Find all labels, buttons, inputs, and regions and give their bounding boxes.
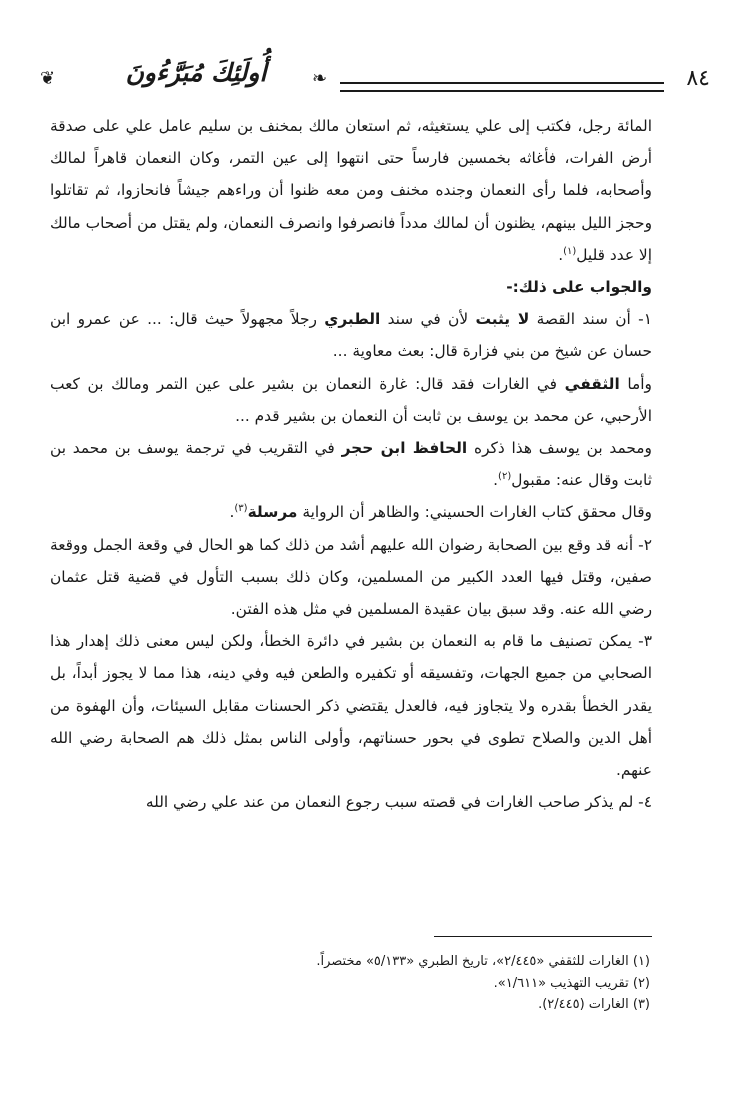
footnotes (50, 951, 650, 1016)
bold-text: الثقفي (564, 374, 620, 393)
paragraph-muhaqqiq (50, 496, 652, 528)
bold-text: الحافظ ابن حجر (341, 439, 468, 458)
section-heading: والجواب على ذلك:- (506, 278, 652, 297)
footnote: (٢) تقريب التهذيب «١/٦١١». (493, 975, 650, 991)
footnote-ref: (٣) (234, 503, 248, 515)
ornament-right-icon: ❧ (312, 68, 328, 89)
book-title: أُولَئِكَ مُبَرَّءُونَ (125, 58, 267, 87)
text-run: وأما (619, 374, 652, 393)
paragraph-intro (50, 110, 652, 271)
paragraph-point-2 (50, 529, 652, 626)
text-run: ١- أن سند القصة (529, 310, 652, 329)
text-run: وقال محقق كتاب الغارات الحسيني: والظاهر أن الرواية (297, 503, 652, 522)
text-run: . (493, 471, 499, 490)
text-run: . (229, 503, 235, 522)
text-run: ٣- يمكن تصنيف ما قام به النعمان بن بشير في دائرة الخطأ، ولكن ليس معنى ذلك إهدار هذا الصحابي من جميع الجهات، وتفسيقه أو تكفيره والطعن فيه وفي دينه، هذا مما لا يجوز أبداً، بل يقدر الخطأ بقدره ولا يتجاوز فيه، فالعدل يقتضي ذكر الحسنات مقابل السيئات، وأن الهفوة من أهل الدين والصلاح تطوى في بحور حسناتهم، وأولى الناس بمثل ذلك هم الصحابة رضي الله عنهم. (50, 632, 652, 780)
text-run: لأن في سند (380, 310, 476, 329)
bold-text: مرسلة (247, 503, 298, 522)
paragraph-ibn-hajar (50, 432, 652, 496)
paragraph-thaqafi (50, 368, 652, 432)
footnote-separator (434, 936, 652, 937)
footnote-ref: (٢) (498, 471, 512, 483)
ornament-left-icon: ❦ (40, 68, 56, 89)
page-number: ٨٤ (686, 66, 710, 91)
header-double-rule (340, 82, 664, 92)
text-run: في التقريب في ترجمة يوسف بن محمد بن ثابت وقال عنه: مقبول (50, 439, 652, 490)
footnote-ref: (١) (563, 245, 577, 257)
page-header (40, 58, 710, 102)
paragraph-point-3 (50, 625, 652, 786)
bold-text: لا يثبت (475, 310, 530, 329)
text-run: المائة رجل، فكتب إلى علي يستغيثه، ثم استعان مالك بمخنف بن سليم عامل علي على صدقة أرض الفرات، فأغاثه بخمسين فارساً حتى انتهوا إلى عين التمر، وكان النعمان قاهراً لمالك وأصحابه، فلما رأى النعمان وجنده مخنف ومن معه ظنوا أن وراءهم جيشاً فانحازوا، ثم تقاتلوا وحجز الليل بينهم، يظنون أن لمالك مدداً فانصرفوا وانصرف النعمان، ولم يقتل من أصحاب مالك إلا عدد قليل (50, 117, 652, 264)
text-run: ٤- لم يذكر صاحب الغارات في قصته سبب رجوع النعمان من عند علي رضي الله (145, 793, 652, 812)
paragraph-point-1 (50, 303, 652, 367)
bold-text: الطبري (324, 310, 381, 329)
text-run: رجلاً مجهولاً حيث قال: ... عن عمرو ابن حسان عن شيخ من بني فزارة قال: بعث معاوية ... (50, 310, 652, 361)
paragraph-point-4 (50, 786, 652, 818)
text-run: . (558, 245, 564, 264)
footnote: (١) الغارات للثقفي «٢/٤٤٥»، تاريخ الطبري «٥/١٣٣» مختصراً. (316, 954, 650, 969)
text-run: ٢- أنه قد وقع بين الصحابة رضوان الله عليهم أشد من ذلك كما هو الحال في وقعة الجمل ووقعة صفين، وقتل فيها العدد الكبير من المسلمين، وكان ذلك بسبب التأول في قضية قتل عثمان رضي الله عنه. وقد سبق بيان عقيدة المسلمين في مثل هذه الفتن. (50, 535, 652, 619)
footnote: (٣) الغارات (٢/٤٤٥). (538, 997, 650, 1012)
text-run: في الغارات فقد قال: غارة النعمان بن بشير على عين التمر ومالك بن كعب الأرحبي، عن محمد بن يوسف بن ثابت أن النعمان بن بشير قدم ... (50, 374, 652, 425)
body-text (50, 110, 652, 818)
text-run: ومحمد بن يوسف هذا ذكره (467, 439, 652, 458)
